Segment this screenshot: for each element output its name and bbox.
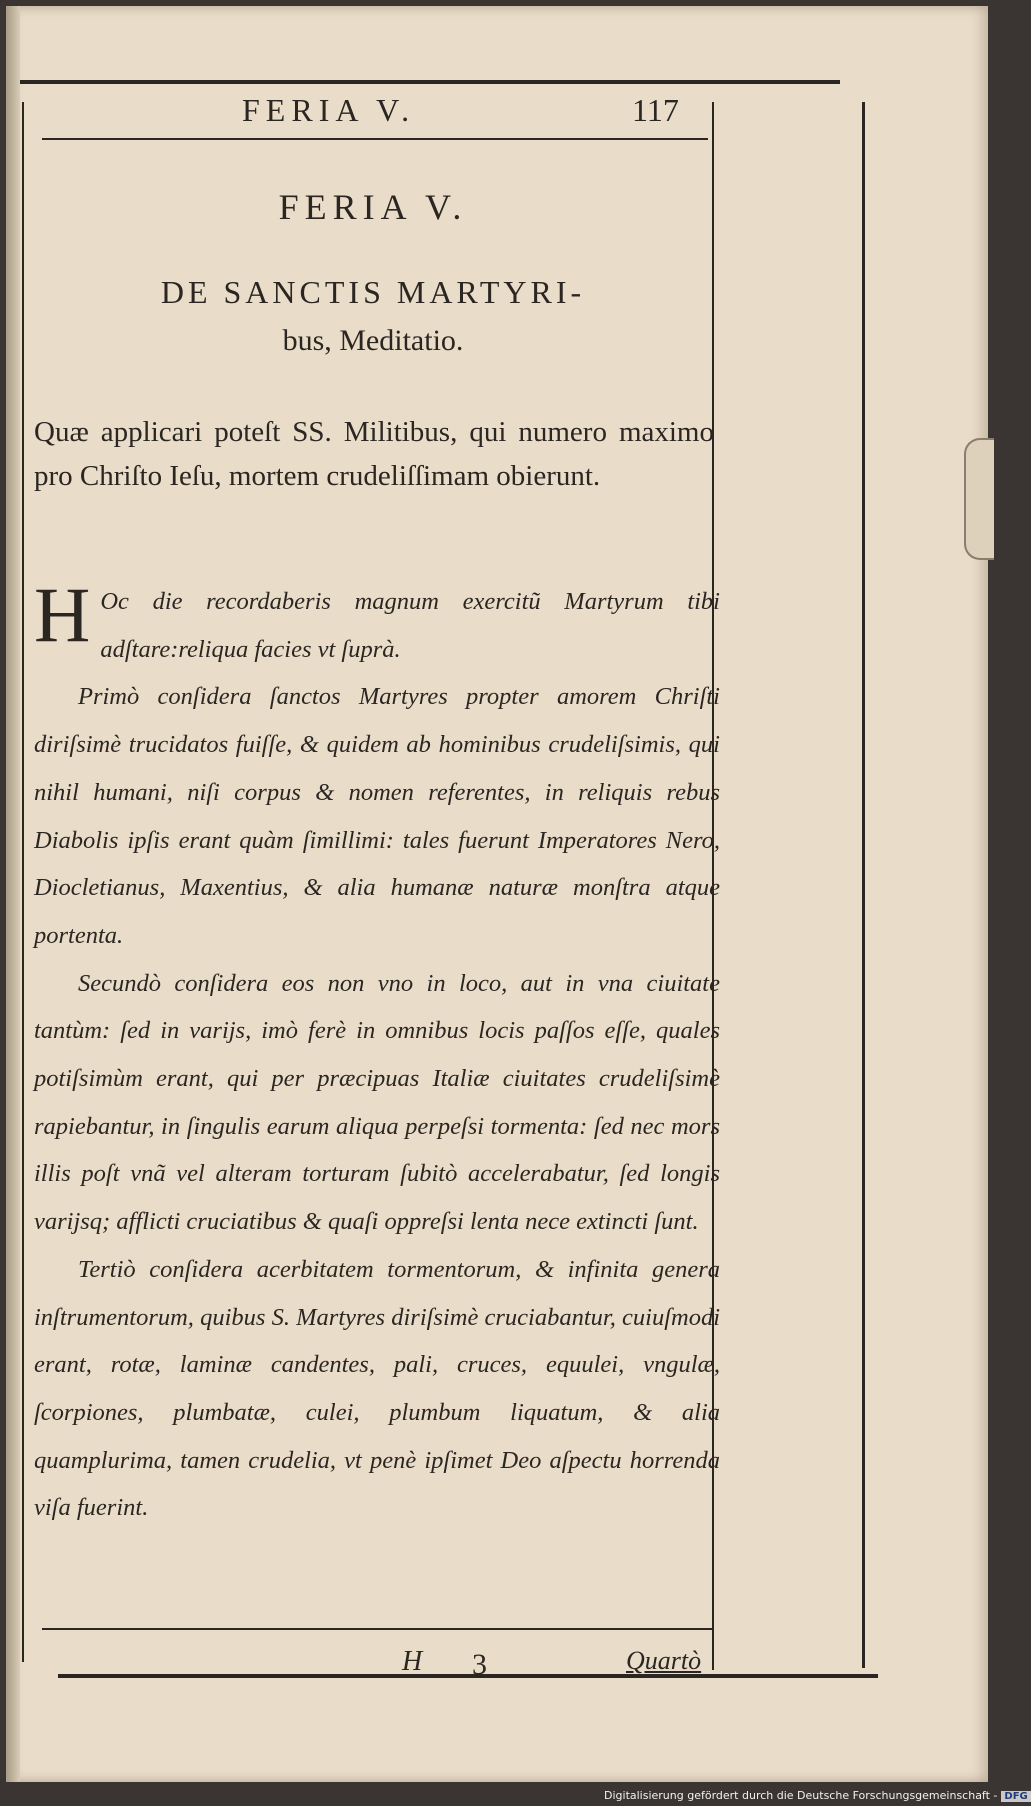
header-rule [42,138,708,140]
signature-number: 3 [472,1648,487,1681]
footer-rule [42,1628,712,1630]
page-number: 117 [632,92,679,128]
book-page [6,6,988,1782]
outer-frame-left [22,102,24,1662]
page-footer [42,1646,722,1686]
running-header [42,92,692,136]
top-outer-rule [20,80,840,84]
drop-cap: H [34,571,91,658]
paragraph-1 [34,571,720,673]
signature-letter: H [402,1646,423,1677]
catchword: Quartò [626,1646,702,1675]
paragraph-3: Secundò conſidera eos non vno in loco, aut in vna ciuitate tantùm: ſed in varijs, imò ferè in omnibus locis paſſos eſſe, quales potiſsimùm erant, qui per præcipuas Italiæ ciuitates crudeliſsimè rapiebantur, in ſingulis earum aliqua perpeſsi tormenta: ſed nec mors illis poſt vnã vel alteram torturam ſubitò accelerabatur, ſed longis varijsq; afflicti cruciatibus & quaſi oppreſsi lenta nece extincti ſunt. [34,969,720,1236]
paragraph-4: Tertiò conſidera acerbitatem tormentorum, & infinita genera inſtrumentorum, quibus S. Martyres diriſsimè cruciabantur, cuiuſmodi erant, rotæ, laminæ candentes, pali, cruces, equulei, vngulæ, ſcorpiones, plumbatæ, culei, plumbum liquatum, & alia quamplurima, tamen crudelia, vt penè ipſimet Deo aſpectu horrenda viſa fuerint. [34,1255,720,1522]
page-tab-marker [964,438,994,560]
outer-frame-right [862,102,865,1668]
section-heading: FERIA V. [278,187,468,227]
paragraph-2: Primò conſidera ſanctos Martyres propter amorem Chriſti diriſsimè trucidatos fuiſſe, & quidem ab hominibus crudeliſsimis, qui nihil humani, niſi corpus & nomen referentes, in reliquis rebus Diabolis ipſis erant quàm ſimillimi: tales fuerunt Imperatores Nero, Diocletianus, Maxentius, & alia humanæ naturæ monſtra atque portenta. [34,683,720,949]
digitization-credit [604,1789,1031,1802]
credit-text: Digitalisierung gefördert durch die Deutsche Forschungsgemeinschaft - [604,1789,998,1802]
title-line-1: DE SANCTIS MARTYRI- [160,274,586,310]
running-title: FERIA V. [242,92,416,128]
meditation-body [34,571,720,1532]
page-gutter [6,6,20,1782]
title-line-2: bus, Meditatio. [282,324,464,357]
dfg-logo: DFG [1001,1791,1030,1802]
intro-paragraph: Quæ applicari poteſt SS. Militibus, qui numero maximo pro Chriſto Ieſu, mortem crudeliſſimam obierunt. [34,416,714,492]
paragraph-1-text: Oc die recordaberis magnum exercitũ Martyrum tibi adſtare:reliqua facies vt ſuprà. [100,588,720,663]
